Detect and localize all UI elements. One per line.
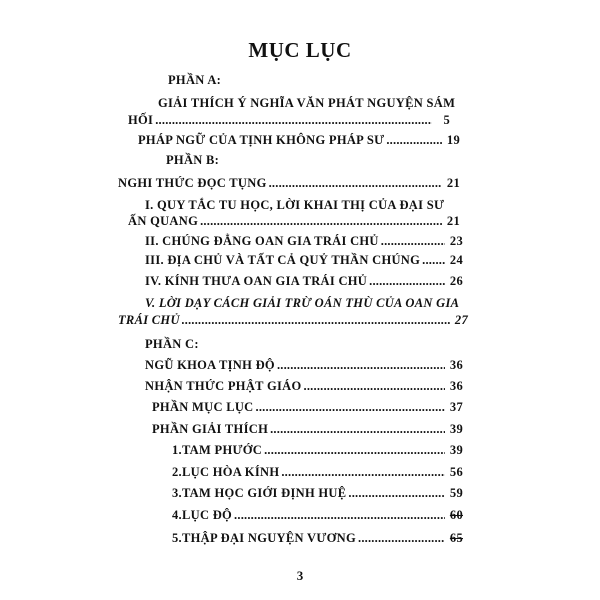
toc-entry bbox=[145, 358, 463, 373]
toc-subentry bbox=[172, 465, 463, 480]
toc-entry bbox=[118, 176, 460, 191]
page-number: 3 bbox=[296, 568, 304, 583]
toc-entry bbox=[128, 214, 460, 229]
toc-entry-label: 1.TAM PHƯỚC bbox=[172, 443, 263, 457]
toc-entry bbox=[145, 379, 463, 394]
toc-entry-label: 5.THẬP ĐẠI NGUYỆN VƯƠNG bbox=[172, 531, 356, 545]
toc-entry-label: 4.LỤC ĐỘ bbox=[172, 508, 233, 522]
toc-entry-page: 37 bbox=[449, 400, 463, 414]
toc-leader-dots bbox=[200, 214, 442, 229]
part-a-heading: PHẦN A: bbox=[168, 73, 222, 87]
toc-entry-label: III. ĐỊA CHỦ VÀ TẤT CẢ QUỶ THẦN CHÚNG bbox=[145, 253, 421, 267]
toc-entry-label: NHẬN THỨC PHẬT GIÁO bbox=[145, 379, 302, 393]
toc-entry-line: I. QUY TẮC TU HỌC, LỜI KHAI THỊ CỦA ĐẠI SƯ bbox=[145, 198, 445, 212]
toc-entry bbox=[145, 274, 463, 289]
toc-entry-page: 39 bbox=[449, 422, 463, 436]
toc-entry-page: 26 bbox=[449, 274, 463, 288]
toc-subentry bbox=[172, 508, 463, 523]
toc-entry bbox=[138, 133, 460, 148]
page-title: MỤC LỤC bbox=[248, 38, 352, 62]
toc-entry-label: HỐI bbox=[128, 113, 154, 127]
toc-entry-page: 21 bbox=[446, 214, 460, 228]
toc-leader-dots bbox=[386, 133, 442, 148]
part-b-heading: PHẦN B: bbox=[166, 153, 220, 167]
toc-entry-label: NGŨ KHOA TỊNH ĐỘ bbox=[145, 358, 275, 372]
toc-entry-page: 19 bbox=[446, 133, 460, 147]
toc-leader-dots bbox=[281, 465, 445, 480]
toc-entry-label: 3.TAM HỌC GIỚI ĐỊNH HUỆ bbox=[172, 486, 347, 500]
toc-entry bbox=[118, 313, 468, 328]
toc-entry bbox=[152, 422, 463, 437]
toc-entry-page: 5 bbox=[443, 113, 450, 127]
toc-entry-label: II. CHÚNG ĐẲNG OAN GIA TRÁI CHỦ bbox=[145, 234, 379, 248]
toc-entry-page: 56 bbox=[449, 465, 463, 479]
toc-leader-dots bbox=[269, 176, 442, 191]
toc-leader-dots bbox=[270, 422, 445, 437]
part-c-heading: PHẦN C: bbox=[145, 337, 199, 351]
toc-entry-page: 39 bbox=[449, 443, 463, 457]
toc-entry-page: 23 bbox=[449, 234, 463, 248]
toc-entry-label: TRÁI CHỦ bbox=[118, 313, 180, 327]
toc-entry-page: 21 bbox=[446, 176, 460, 190]
toc-entry-label: 2.LỤC HÒA KÍNH bbox=[172, 465, 280, 479]
toc-entry-label: IV. KÍNH THƯA OAN GIA TRÁI CHỦ bbox=[145, 274, 368, 288]
toc-entry-label: ẤN QUANG bbox=[128, 214, 199, 228]
toc-entry bbox=[152, 400, 463, 415]
toc-entry-page: 59 bbox=[449, 486, 463, 500]
toc-entry-label: NGHI THỨC ĐỌC TỤNG bbox=[118, 176, 267, 190]
toc-leader-dots bbox=[422, 253, 445, 268]
toc-entry-label: PHÁP NGỮ CỦA TỊNH KHÔNG PHÁP SƯ bbox=[138, 133, 385, 147]
toc-leader-dots bbox=[256, 400, 445, 415]
toc-entry-line: GIẢI THÍCH Ý NGHĨA VĂN PHÁT NGUYỆN SÁM bbox=[158, 96, 456, 110]
toc-leader-dots bbox=[358, 531, 445, 546]
toc-entry bbox=[145, 253, 463, 268]
toc-leader-dots bbox=[234, 508, 445, 523]
toc-entry bbox=[145, 234, 463, 249]
toc-entry-line: V. LỜI DẠY CÁCH GIẢI TRỪ OÁN THÙ CỦA OAN GIA bbox=[145, 296, 460, 310]
toc-subentry bbox=[172, 443, 463, 458]
toc-entry-label: PHẦN GIẢI THÍCH bbox=[152, 422, 269, 436]
toc-leader-dots bbox=[369, 274, 445, 289]
toc-entry-label: PHẦN MỤC LỤC bbox=[152, 400, 254, 414]
toc-leader-dots bbox=[155, 113, 432, 128]
toc-leader-dots bbox=[348, 486, 445, 501]
toc-entry-page: 65 bbox=[449, 531, 463, 545]
toc-leader-dots bbox=[381, 234, 445, 249]
toc-entry-page: 60 bbox=[449, 508, 463, 522]
toc-entry-page: 36 bbox=[449, 358, 463, 372]
toc-entry-page: 24 bbox=[449, 253, 463, 267]
toc-leader-dots bbox=[277, 358, 445, 373]
toc-entry-page: 27 bbox=[454, 313, 468, 327]
toc-entry-page: 36 bbox=[449, 379, 463, 393]
toc-leader-dots bbox=[304, 379, 445, 394]
toc-leader-dots bbox=[264, 443, 445, 458]
toc-leader-dots bbox=[182, 313, 450, 328]
toc-entry bbox=[128, 113, 450, 128]
toc-subentry bbox=[172, 531, 463, 546]
toc-subentry bbox=[172, 486, 463, 501]
